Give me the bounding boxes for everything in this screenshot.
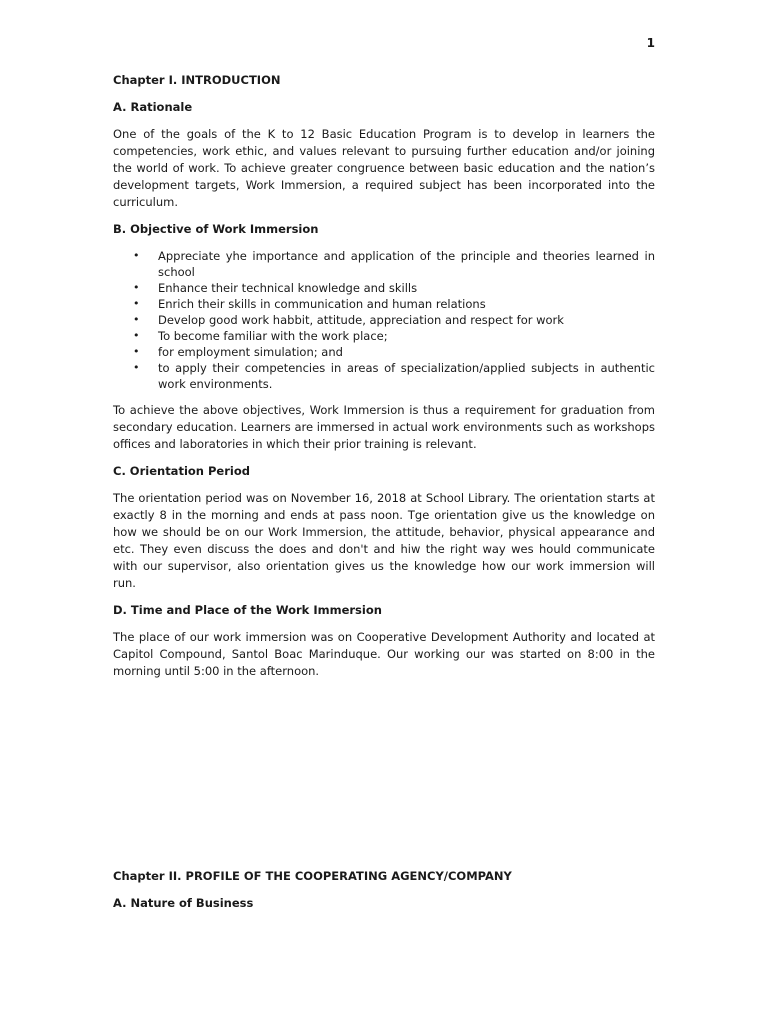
objective-paragraph: To achieve the above objectives, Work Immersion is thus a requirement for graduation from secondary education. Learners are immersed in actual work environments such as workshops offices and laboratories in which their prior training is relevant. <box>113 403 655 451</box>
list-item <box>113 328 655 344</box>
chapter-2-title: Chapter II. PROFILE OF THE COOPERATING AGENCY/COMPANY <box>113 869 512 883</box>
list-item-text: Enrich their skills in communication and human relations <box>158 297 486 311</box>
bullet-icon: • <box>133 329 140 342</box>
rationale-heading: A. Rationale <box>113 100 193 114</box>
bullet-icon: • <box>133 281 140 294</box>
list-item <box>113 248 655 280</box>
list-item-text: Enhance their technical knowledge and skills <box>158 281 418 295</box>
bullet-icon: • <box>133 313 140 326</box>
list-item <box>113 312 655 328</box>
list-item-text: for employment simulation; and <box>158 345 343 359</box>
nature-heading: A. Nature of Business <box>113 896 254 910</box>
bullet-icon: • <box>133 361 140 374</box>
chapter-1-title: Chapter I. INTRODUCTION <box>113 73 281 87</box>
bullet-icon: • <box>133 297 140 310</box>
objective-list <box>113 248 655 392</box>
time-place-heading: D. Time and Place of the Work Immersion <box>113 603 382 617</box>
list-item-text: Develop good work habbit, attitude, appreciation and respect for work <box>158 313 564 327</box>
list-item-text: to apply their competencies in areas of specialization/applied subjects in authentic work environments. <box>158 361 655 391</box>
list-item <box>113 344 655 360</box>
page-number: 1 <box>646 36 655 50</box>
section-gap <box>113 690 655 868</box>
list-item <box>113 360 655 392</box>
objective-heading: B. Objective of Work Immersion <box>113 222 319 236</box>
list-item <box>113 280 655 296</box>
document-body <box>113 72 655 922</box>
list-item <box>113 296 655 312</box>
bullet-icon: • <box>133 345 140 358</box>
orientation-heading: C. Orientation Period <box>113 464 250 478</box>
time-place-paragraph: The place of our work immersion was on Cooperative Development Authority and located at Capitol Compound, Santol Boac Marinduque. Our working our was started on 8:00 in the morning until 5:00 in the afternoon. <box>113 630 655 678</box>
rationale-paragraph: One of the goals of the K to 12 Basic Education Program is to develop in learners the competencies, work ethic, and values relevant to pursuing further education and/or joining the world of work. To achieve greater congruence between basic education and the nation’s development targets, Work Immersion, a required subject has been incorporated into the curriculum. <box>113 127 655 209</box>
list-item-text: Appreciate yhe importance and application of the principle and theories learned in school <box>158 249 655 279</box>
orientation-paragraph: The orientation period was on November 16, 2018 at School Library. The orientation starts at exactly 8 in the morning and ends at pass noon. Tge orientation give us the knowledge on how we should be on our Work Immersion, the attitude, behavior, physical appearance and etc. They even discuss the does and don't and hiw the right way wes hould communicate with our supervisor, also orientation gives us the knowledge how our work immersion will run. <box>113 491 655 590</box>
bullet-icon: • <box>133 249 140 262</box>
list-item-text: To become familiar with the work place; <box>158 329 388 343</box>
